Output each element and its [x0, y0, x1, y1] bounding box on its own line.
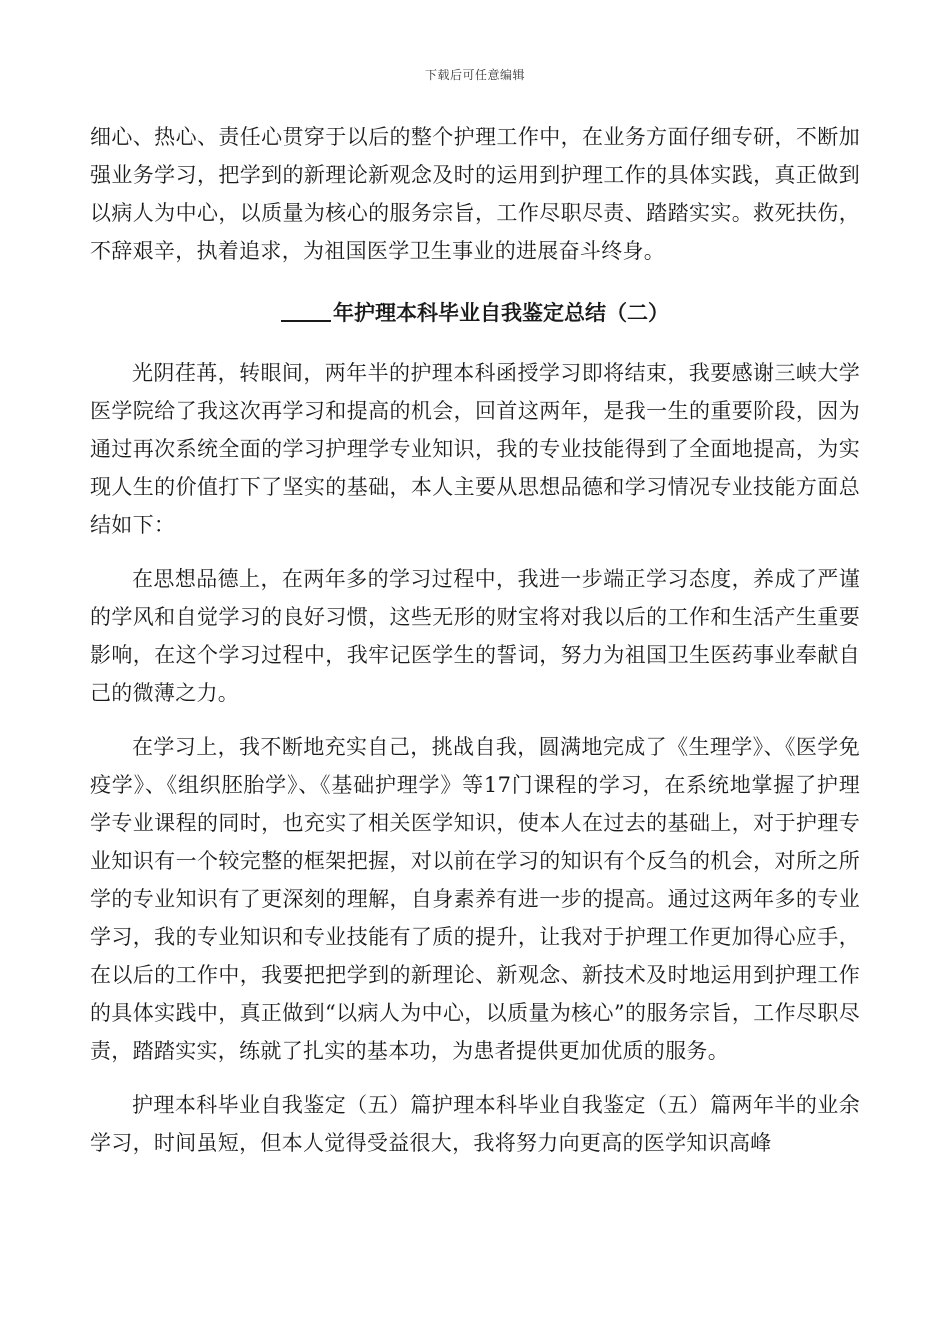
page-header-note: 下载后可任意编辑: [424, 68, 525, 82]
section-title-text: 年护理本科毕业自我鉴定总结（二）: [333, 300, 669, 325]
year-blank-underline: [281, 298, 331, 322]
paragraph-continuation: 细心、热心、责任心贯穿于以后的整个护理工作中，在业务方面仔细专研，不断加强业务学习，把学到的新理论新观念及时的运用到护理工作的具体实践，真正做到以病人为中心，以质量为核心的服务宗旨，工作尽职尽责、踏踏实实。救死扶伤，不辞艰辛，执着追求，为祖国医学卫生事业的进展奋斗终身。: [90, 125, 860, 263]
paragraph-closing: 护理本科毕业自我鉴定（五）篇护理本科毕业自我鉴定（五）篇两年半的业余学习，时间虽短，但本人觉得受益很大，我将努力向更高的医学知识高峰: [90, 1093, 860, 1155]
paragraph-study: 在学习上，我不断地充实自己，挑战自我，圆满地完成了《生理学》、《医学免疫学》、《组织胚胎学》、《基础护理学》等17门课程的学习，在系统地掌握了护理学专业课程的同时，也充实了相关医学知识，使本人在过去的基础上，对于护理专业知识有一个较完整的框架把握，对以前在学习的知识有个反刍的机会，对所之所学的专业知识有了更深刻的理解，自身素养有进一步的提高。通过这两年多的专业学习，我的专业知识和专业技能有了质的提升，让我对于护理工作更加得心应手，在以后的工作中，我要把把学到的新理论、新观念、新技术及时地运用到护理工作的具体实践中，真正做到“以病人为中心，以质量为核心”的服务宗旨，工作尽职尽责，踏踏实实，练就了扎实的基本功，为患者提供更加优质的服务。: [90, 735, 860, 1063]
paragraph-intro: 光阴荏苒，转眼间，两年半的护理本科函授学习即将结束，我要感谢三峡大学医学院给了我这次再学习和提高的机会，回首这两年，是我一生的重要阶段，因为通过再次系统全面的学习护理学专业知识，我的专业技能得到了全面地提高，为实现人生的价值打下了坚实的基础，本人主要从思想品德和学习情况专业技能方面总结如下：: [90, 361, 860, 537]
document-body: [90, 118, 860, 1162]
paragraph-ideology: 在思想品德上，在两年多的学习过程中，我进一步端正学习态度，养成了严谨的学风和自觉学习的良好习惯，这些无形的财宝将对我以后的工作和生活产生重要影响，在这个学习过程中，我牢记医学生的誓词，努力为祖国卫生医药事业奉献自己的微薄之力。: [90, 567, 860, 705]
section-title: [90, 294, 860, 332]
